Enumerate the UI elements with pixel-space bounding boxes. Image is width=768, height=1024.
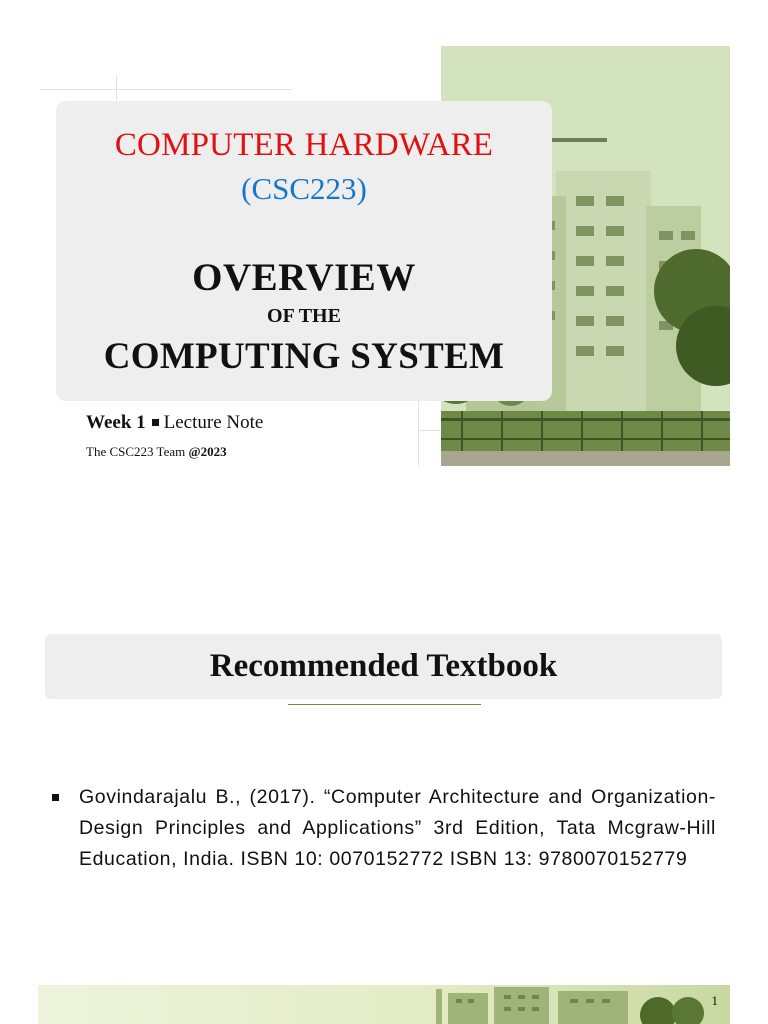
title-card xyxy=(56,101,552,401)
guide-line xyxy=(116,75,117,101)
heading-overview: OVERVIEW xyxy=(192,256,416,299)
square-bullet-icon xyxy=(52,794,59,801)
heading-computing-system: COMPUTING SYSTEM xyxy=(103,336,505,377)
footer-photo-strip xyxy=(38,985,730,1024)
heading-underline xyxy=(288,704,481,705)
team-line xyxy=(86,444,227,460)
guide-line xyxy=(40,89,292,90)
page-number: 1 xyxy=(711,993,718,1008)
guide-line xyxy=(418,430,442,431)
textbook-reference: Govindarajalu B., (2017). “Computer Architecture and Organization- Design Principles and Applications” 3rd Edition, Tata Mcgraw-Hill Education, India. ISBN 10: 0070152772 ISBN 13: 9780070152779 xyxy=(79,786,716,870)
week-line xyxy=(86,412,263,434)
heading-card xyxy=(45,634,722,699)
square-bullet-icon xyxy=(152,419,159,426)
lecture-note-label: Lecture Note xyxy=(163,412,264,433)
guide-line xyxy=(418,400,419,466)
team-text: The CSC223 Team xyxy=(86,444,186,459)
list-item xyxy=(52,782,716,875)
course-title: COMPUTER HARDWARE xyxy=(114,127,494,163)
week-label: Week 1 xyxy=(86,412,146,433)
team-year: @2023 xyxy=(188,444,227,459)
heading-of-the: OF THE xyxy=(267,305,341,327)
recommended-textbook-heading: Recommended Textbook xyxy=(209,648,558,684)
textbook-slide xyxy=(0,600,768,1024)
course-code: (CSC223) xyxy=(241,171,367,206)
